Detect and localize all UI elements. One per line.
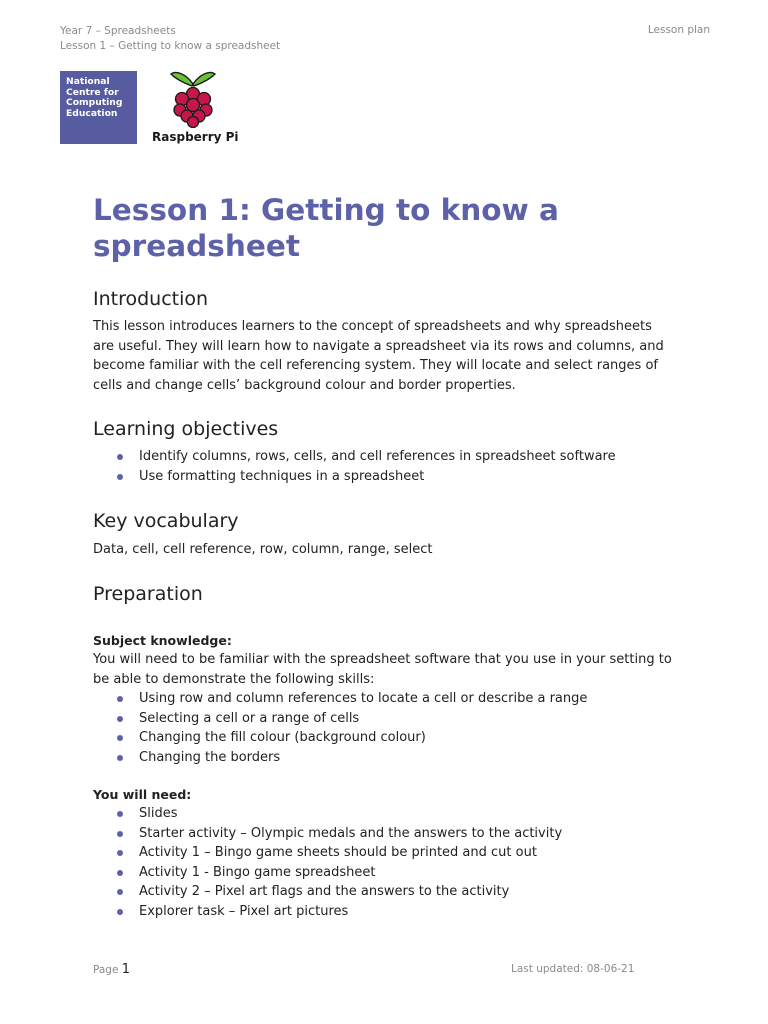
list-item: Changing the fill colour (background colour): [117, 728, 587, 748]
needs-list: [117, 804, 562, 921]
subject-knowledge-label: Subject knowledge:: [93, 633, 232, 648]
vocabulary-text: Data, cell, cell reference, row, column, range, select: [93, 542, 433, 557]
list-item: Identify columns, rows, cells, and cell references in spreadsheet software: [117, 447, 616, 467]
list-item: Selecting a cell or a range of cells: [117, 709, 587, 729]
subject-knowledge-text: [93, 650, 683, 689]
list-item: Activity 1 – Bingo game sheets should be printed and cut out: [117, 843, 562, 863]
introduction-line: are useful. They will learn how to navigate a spreadsheet via its rows and columns, and: [93, 338, 664, 354]
objectives-list: [117, 447, 616, 486]
raspberry-icon: [168, 70, 218, 128]
page-number: [93, 962, 130, 977]
ncce-logo-line: Computing: [66, 97, 123, 108]
introduction-line: cells and change cells’ background colour and border properties.: [93, 377, 516, 393]
subject-knowledge-line: You will need to be familiar with the spreadsheet software that you use in your setting to: [93, 652, 672, 667]
introduction-line: This lesson introduces learners to the concept of spreadsheets and why spreadsheets: [93, 319, 652, 334]
vocabulary-heading: Key vocabulary: [93, 510, 239, 532]
page-title: Lesson 1: Getting to know a spreadsheet: [93, 193, 559, 263]
list-item: Activity 2 – Pixel art flags and the answers to the activity: [117, 882, 562, 902]
list-item: Activity 1 - Bingo game spreadsheet: [117, 863, 562, 883]
objectives-heading: Learning objectives: [93, 418, 279, 440]
doc-type-label: Lesson plan: [647, 24, 710, 36]
course-label: Year 7 – Spreadsheets: [60, 25, 176, 37]
ncce-logo-line: Education: [66, 107, 118, 119]
introduction-heading: Introduction: [93, 288, 209, 310]
you-will-need-label: You will need:: [93, 787, 192, 802]
raspberry-pi-label: Raspberry Pi: [152, 130, 239, 144]
introduction-text: [93, 317, 683, 395]
list-item: Using row and column references to locate a cell or describe a range: [117, 689, 587, 709]
skills-list: [117, 689, 587, 767]
list-item: Starter activity – Olympic medals and the answers to the activity: [117, 824, 562, 844]
lesson-label: Lesson 1 – Getting to know a spreadsheet: [60, 40, 281, 52]
list-item: Explorer task – Pixel art pictures: [117, 902, 562, 922]
raspberry-pi-logo: [152, 70, 239, 148]
list-item: Changing the borders: [117, 748, 587, 768]
page-label: Page: [93, 964, 119, 976]
ncce-logo-line: Centre for: [66, 86, 119, 98]
subject-knowledge-line: be able to demonstrate the following skills:: [93, 671, 375, 687]
ncce-logo-line: National: [66, 76, 110, 87]
last-updated: Last updated: 08-06-21: [511, 963, 635, 975]
preparation-heading: Preparation: [93, 583, 203, 605]
page-number-value: 1: [121, 962, 131, 977]
introduction-line: become familiar with the cell referencing system. They will locate and select ranges of: [93, 358, 658, 373]
document-header: [60, 24, 280, 54]
list-item: Use formatting techniques in a spreadsheet: [117, 467, 616, 487]
list-item: Slides: [117, 804, 562, 824]
ncce-logo: [60, 71, 137, 144]
